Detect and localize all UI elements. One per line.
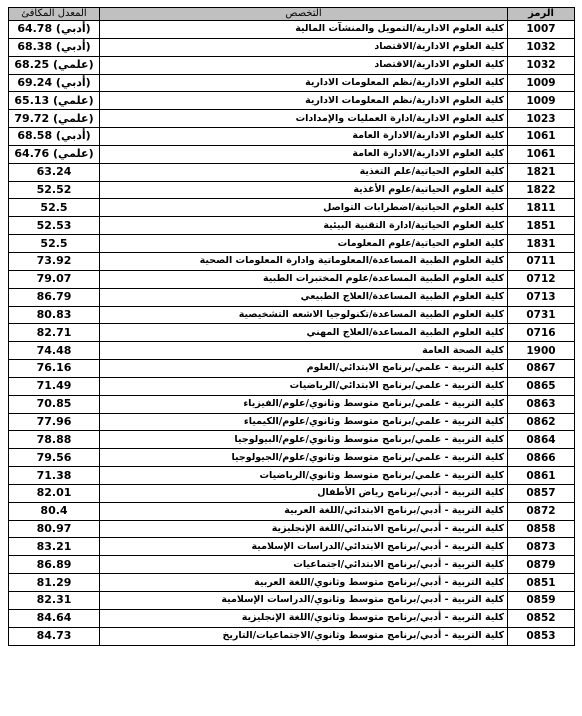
rate-cell: 52.5 — [9, 235, 100, 253]
code-cell: 1007 — [508, 21, 575, 39]
rate-cell: 68.58 (أدبي) — [9, 128, 100, 146]
specialization-cell: كلية العلوم الحياتية/علوم الأغذية — [100, 181, 508, 199]
code-cell: 1032 — [508, 56, 575, 74]
code-cell: 1900 — [508, 342, 575, 360]
table-row — [9, 252, 575, 270]
table-row — [9, 306, 575, 324]
table-row — [9, 74, 575, 92]
table-row — [9, 288, 575, 306]
specialization-cell: كلية التربية - أدبي/برنامج متوسط وثانوي/اللغة الإنجليزية — [100, 609, 508, 627]
rate-cell: 71.38 — [9, 467, 100, 485]
specialization-cell: كلية العلوم الحياتية/ادارة التقنية البيئية — [100, 217, 508, 235]
table-row — [9, 181, 575, 199]
rate-cell: 74.48 — [9, 342, 100, 360]
specialization-cell: كلية العلوم الادارية/الاقتصاد — [100, 38, 508, 56]
code-cell: 0861 — [508, 467, 575, 485]
header-code: الرمز — [508, 8, 575, 21]
table-row — [9, 520, 575, 538]
specialization-cell: كلية التربية - أدبي/برنامج متوسط وثانوي/الاجتماعيات/التاريخ — [100, 627, 508, 645]
rate-cell: 84.64 — [9, 609, 100, 627]
code-cell: 0864 — [508, 431, 575, 449]
table-row — [9, 556, 575, 574]
table-row — [9, 56, 575, 74]
specialization-cell: كلية التربية - أدبي/برنامج الابتدائي/الدراسات الإسلامية — [100, 538, 508, 556]
rate-cell: 82.31 — [9, 592, 100, 610]
specialization-cell: كلية العلوم الادارية/نظم المعلومات الادارية — [100, 74, 508, 92]
specialization-cell: كلية العلوم الادارية/ادارة العمليات والإمدادات — [100, 110, 508, 128]
rate-cell: 86.89 — [9, 556, 100, 574]
table-row — [9, 395, 575, 413]
specialization-cell: كلية التربية - أدبي/برنامج متوسط وثانوي/الدراسات الإسلامية — [100, 592, 508, 610]
specialization-cell: كلية الصحة العامة — [100, 342, 508, 360]
specialization-cell: كلية العلوم الطبية المساعدة/العلاج الطبيعي — [100, 288, 508, 306]
table-row — [9, 324, 575, 342]
rate-cell: 80.97 — [9, 520, 100, 538]
code-cell: 0851 — [508, 574, 575, 592]
specialization-cell: كلية التربية - أدبي/برنامج الابتدائي/اللغة العربية — [100, 502, 508, 520]
code-cell: 0711 — [508, 252, 575, 270]
code-cell: 0872 — [508, 502, 575, 520]
specialization-cell: كلية التربية - أدبي/برنامج متوسط وثانوي/اللغة العربية — [100, 574, 508, 592]
header-specialization: التخصص — [100, 8, 508, 21]
specialization-cell: كلية العلوم الحياتية/علوم المعلومات — [100, 235, 508, 253]
table-row — [9, 342, 575, 360]
code-cell: 0858 — [508, 520, 575, 538]
rate-cell: 82.71 — [9, 324, 100, 342]
table-row — [9, 592, 575, 610]
specialization-cell: كلية العلوم الحياتية/اضطرابات التواصل — [100, 199, 508, 217]
code-cell: 0731 — [508, 306, 575, 324]
table-row — [9, 360, 575, 378]
code-cell: 1061 — [508, 128, 575, 146]
specialization-cell: كلية العلوم الطبية المساعدة/العلاج المهني — [100, 324, 508, 342]
code-cell: 0873 — [508, 538, 575, 556]
rate-cell: 52.53 — [9, 217, 100, 235]
table-row — [9, 484, 575, 502]
rate-cell: 52.52 — [9, 181, 100, 199]
specialization-cell: كلية التربية - علمي/برنامج متوسط وثانوي/الرياضيات — [100, 467, 508, 485]
specialization-cell: كلية العلوم الطبية المساعدة/تكنولوجيا الاشعه التشخيصية — [100, 306, 508, 324]
code-cell: 0879 — [508, 556, 575, 574]
table-row — [9, 413, 575, 431]
rate-cell: 70.85 — [9, 395, 100, 413]
rate-cell: 73.92 — [9, 252, 100, 270]
specialization-cell: كلية العلوم الادارية/نظم المعلومات الادارية — [100, 92, 508, 110]
rate-cell: 79.56 — [9, 449, 100, 467]
rate-cell: 80.83 — [9, 306, 100, 324]
specialization-cell: كلية العلوم الادارية/الادارة العامة — [100, 145, 508, 163]
rate-cell: 80.4 — [9, 502, 100, 520]
table-row — [9, 163, 575, 181]
table-row — [9, 574, 575, 592]
specialization-cell: كلية التربية - علمي/برنامج الابتدائي/الرياضيات — [100, 377, 508, 395]
table-row — [9, 502, 575, 520]
code-cell: 0867 — [508, 360, 575, 378]
specialization-cell: كلية التربية - علمي/برنامج متوسط وثانوي/علوم/الجيولوجيا — [100, 449, 508, 467]
table-row — [9, 270, 575, 288]
code-cell: 1009 — [508, 74, 575, 92]
admissions-table-sheet — [8, 7, 575, 646]
rate-cell: 79.07 — [9, 270, 100, 288]
code-cell: 0859 — [508, 592, 575, 610]
rate-cell: 68.25 (علمي) — [9, 56, 100, 74]
code-cell: 1023 — [508, 110, 575, 128]
code-cell: 1009 — [508, 92, 575, 110]
rate-cell: 52.5 — [9, 199, 100, 217]
table-row — [9, 38, 575, 56]
specialization-cell: كلية التربية - علمي/برنامج متوسط وثانوي/علوم/البيولوجيا — [100, 431, 508, 449]
rate-cell: 64.78 (أدبي) — [9, 21, 100, 39]
code-cell: 0865 — [508, 377, 575, 395]
rate-cell: 64.76 (علمي) — [9, 145, 100, 163]
rate-cell: 82.01 — [9, 484, 100, 502]
code-cell: 0866 — [508, 449, 575, 467]
table-row — [9, 235, 575, 253]
rate-cell: 81.29 — [9, 574, 100, 592]
table-row — [9, 21, 575, 39]
specialization-cell: كلية العلوم الطبية المساعدة/علوم المختبرات الطبية — [100, 270, 508, 288]
table-row — [9, 110, 575, 128]
table-row — [9, 199, 575, 217]
specialization-cell: كلية التربية - أدبي/برنامج الابتدائي/اللغة الإنجليزية — [100, 520, 508, 538]
code-cell: 0853 — [508, 627, 575, 645]
specialization-cell: كلية التربية - علمي/برنامج متوسط وثانوي/علوم/الفيزياء — [100, 395, 508, 413]
table-row — [9, 128, 575, 146]
code-cell: 1811 — [508, 199, 575, 217]
header-row — [9, 8, 575, 21]
table-row — [9, 538, 575, 556]
table-row — [9, 609, 575, 627]
rate-cell: 77.96 — [9, 413, 100, 431]
code-cell: 1061 — [508, 145, 575, 163]
header-rate: المعدل المكافئ — [9, 8, 100, 21]
specialization-cell: كلية التربية - أدبي/برنامج الابتدائي/اجتماعيات — [100, 556, 508, 574]
specialization-cell: كلية التربية - علمي/برنامج الابتدائي/العلوم — [100, 360, 508, 378]
table-row — [9, 377, 575, 395]
table-body — [9, 21, 575, 646]
code-cell: 1851 — [508, 217, 575, 235]
rate-cell: 78.88 — [9, 431, 100, 449]
table-row — [9, 627, 575, 645]
specialization-cell: كلية العلوم الادارية/التمويل والمنشآت المالية — [100, 21, 508, 39]
code-cell: 0862 — [508, 413, 575, 431]
specialization-cell: كلية التربية - أدبي/برنامج رياض الأطفال — [100, 484, 508, 502]
code-cell: 0863 — [508, 395, 575, 413]
admissions-table — [8, 7, 575, 646]
table-row — [9, 467, 575, 485]
code-cell: 0712 — [508, 270, 575, 288]
specialization-cell: كلية العلوم الطبية المساعدة/المعلوماتية وادارة المعلومات الصحية — [100, 252, 508, 270]
code-cell: 1032 — [508, 38, 575, 56]
rate-cell: 83.21 — [9, 538, 100, 556]
table-row — [9, 431, 575, 449]
table-row — [9, 145, 575, 163]
rate-cell: 86.79 — [9, 288, 100, 306]
code-cell: 1821 — [508, 163, 575, 181]
specialization-cell: كلية العلوم الادارية/الاقتصاد — [100, 56, 508, 74]
code-cell: 0713 — [508, 288, 575, 306]
code-cell: 0857 — [508, 484, 575, 502]
specialization-cell: كلية التربية - علمي/برنامج متوسط وثانوي/علوم/الكيمياء — [100, 413, 508, 431]
table-row — [9, 92, 575, 110]
specialization-cell: كلية العلوم الادارية/الادارة العامة — [100, 128, 508, 146]
code-cell: 0852 — [508, 609, 575, 627]
specialization-cell: كلية العلوم الحياتية/علم التغذية — [100, 163, 508, 181]
rate-cell: 84.73 — [9, 627, 100, 645]
table-row — [9, 217, 575, 235]
rate-cell: 69.24 (أدبي) — [9, 74, 100, 92]
code-cell: 0716 — [508, 324, 575, 342]
table-row — [9, 449, 575, 467]
rate-cell: 65.13 (علمي) — [9, 92, 100, 110]
rate-cell: 68.38 (أدبي) — [9, 38, 100, 56]
code-cell: 1831 — [508, 235, 575, 253]
rate-cell: 76.16 — [9, 360, 100, 378]
code-cell: 1822 — [508, 181, 575, 199]
rate-cell: 63.24 — [9, 163, 100, 181]
rate-cell: 79.72 (علمي) — [9, 110, 100, 128]
rate-cell: 71.49 — [9, 377, 100, 395]
